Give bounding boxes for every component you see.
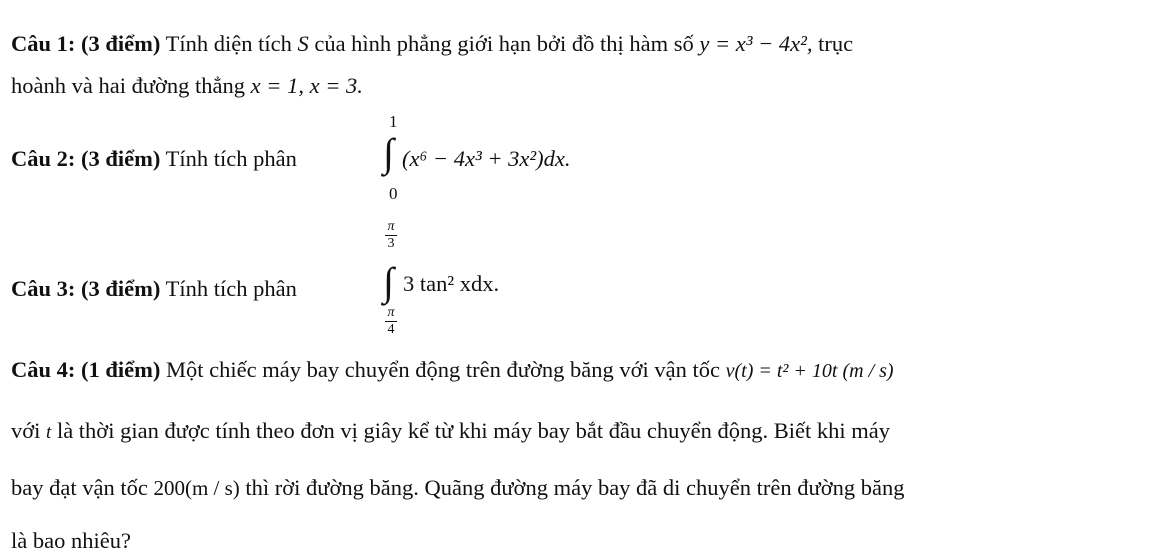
question-4-line-2: [11, 417, 890, 447]
q2-integral-sign: ∫: [383, 130, 394, 175]
q1-points: (3 điểm): [81, 31, 161, 56]
q3-text: Tính tích phân: [165, 276, 297, 301]
q1-text-1: Tính diện tích: [165, 31, 292, 56]
q1-label: Câu 1:: [11, 31, 76, 56]
question-3-line: [11, 275, 297, 303]
q3-label: Câu 3:: [11, 276, 76, 301]
question-4-line-1: [11, 356, 894, 385]
q3-points: (3 điểm): [81, 276, 161, 301]
q4-line3-a: bay đạt vận tốc: [11, 475, 148, 500]
q2-integrand: (x⁶ − 4x³ + 3x²)dx.: [402, 146, 571, 171]
q4-speed: 200(m / s): [153, 476, 240, 500]
question-4-line-3: [11, 474, 904, 502]
question-4-line-4: là bao nhiêu?: [11, 528, 131, 553]
q3-upper-limit: [385, 220, 397, 251]
q3-lower-den: 4: [387, 322, 395, 337]
q1-var-s: S: [297, 31, 309, 56]
q3-upper-num: π: [387, 219, 395, 234]
q4-label: Câu 4:: [11, 357, 76, 382]
q4-line2-a: với: [11, 418, 41, 443]
q1-text-3: trục: [818, 31, 854, 56]
q1-text-2: của hình phẳng giới hạn bởi đồ thị hàm số: [314, 31, 694, 56]
question-1-line-1: [11, 30, 853, 58]
q2-label: Câu 2:: [11, 146, 76, 171]
question-2-line: [11, 145, 297, 173]
q4-line2-b: là thời gian được tính theo đơn vị giây kể từ khi máy bay bắt đầu chuyển động. Biết khi máy: [56, 418, 890, 443]
q3-integrand: 3 tan² xdx.: [403, 271, 500, 296]
q1-line2-text: hoành và hai đường thẳng: [11, 73, 246, 98]
q4-velocity: v(t) = t² + 10t (m / s): [725, 360, 894, 382]
q2-points: (3 điểm): [81, 146, 161, 171]
q2-text: Tính tích phân: [165, 146, 297, 171]
q3-integral-sign: ∫: [383, 259, 394, 304]
question-1-line-2: [11, 72, 363, 100]
q1-function: y = x³ − 4x²,: [699, 31, 813, 56]
q3-upper-den: 3: [387, 236, 395, 251]
q4-var-t: t: [46, 422, 52, 443]
q4-line3-b: thì rời đường băng. Quãng đường máy bay đã di chuyển trên đường băng: [245, 475, 905, 500]
q3-lower-num: π: [387, 305, 395, 320]
q4-line1: Một chiếc máy bay chuyển động trên đường băng với vận tốc: [166, 357, 720, 382]
q2-lower-limit: 0: [389, 184, 398, 203]
q3-lower-limit: [385, 306, 397, 337]
q2-upper-limit: 1: [389, 112, 398, 131]
q1-bounds: x = 1, x = 3.: [250, 73, 363, 98]
q4-points: (1 điểm): [81, 357, 161, 382]
